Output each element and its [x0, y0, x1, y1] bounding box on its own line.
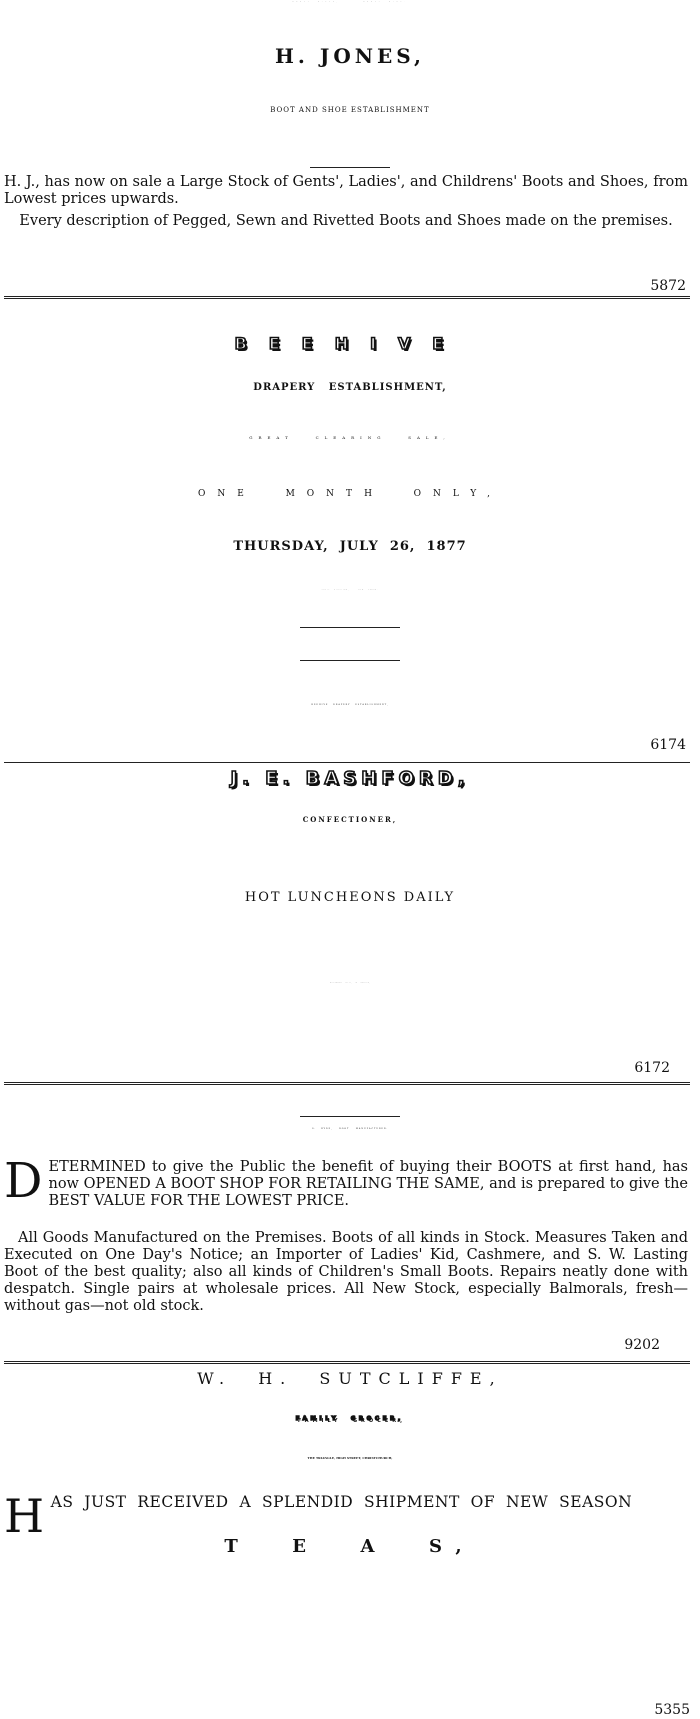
- sutcliffe-address: THE TRIANGLE, HIGH STREET, CHRISTCHURCH,: [307, 1456, 393, 1460]
- hyde-body: All Goods Manufactured on the Premises. Boots of all kinds in Stock. Measures Taken and Executed on One Day's Notice; an Importer of Ladies' Kid, Cashmere, and S. W. Lasting Boot of the best quality; also all kinds of Children's Small Boots. Repairs neatly done with despatch. Single pairs at wholesale prices. All New Stock, especially Balmorals, fresh—without gas—not old stock.: [4, 1230, 688, 1314]
- sutcliffe-teas: T E A S,: [224, 1536, 476, 1557]
- beehive-bargains: GREAT BARGAINS, NEW GOODS.: [321, 590, 379, 591]
- bashford-name: J. E. BASHFORD,: [230, 768, 470, 789]
- hyde-intro: [4, 1153, 688, 1210]
- jones-line-1: H. J., has now on sale a Large Stock of Gents', Ladies', and Childrens' Boots and Shoes, from Lowest prices upwards.: [4, 174, 688, 207]
- sutcliffe-name: W. H. SUTCLIFFE,: [197, 1369, 503, 1388]
- hyde-intro-text: ETERMINED to give the Public the benefit of buying their BOOTS at first hand, has now OPENED A BOOT SHOP FOR RETAILING THE SAME, and is prepared to give the BEST VALUE FOR THE LOWEST PRICE.: [48, 1159, 688, 1209]
- beehive-sale: GREAT CLEARING SALE,: [249, 435, 451, 440]
- bashford-ad-number: 6172: [634, 1060, 670, 1076]
- hyde-name: G. HYDE, BOOT MANUFACTURER.: [311, 1128, 389, 1130]
- hyde-divider: [300, 1116, 400, 1117]
- bashford-trade: CONFECTIONER,: [302, 815, 398, 824]
- sutcliffe-received-text: AS JUST RECEIVED A SPLENDID SHIPMENT OF NEW SEASON: [50, 1493, 633, 1511]
- sutcliffe-received: [4, 1489, 688, 1543]
- beehive-divider-2: [300, 660, 400, 661]
- jones-body: [4, 174, 688, 230]
- bashford-luncheons: HOT LUNCHEONS DAILY: [244, 890, 456, 905]
- jones-line-2: Every description of Pegged, Sewn and Rivetted Boots and Shoes made on the premises.: [19, 213, 673, 229]
- bashford-jelly: CALVESFOOT JELLY, IN BOTTLES,: [330, 983, 370, 984]
- beehive-banner: BEEHIVE: [234, 334, 466, 353]
- divider-3: [4, 1082, 690, 1085]
- beehive-address-name: BEEHIVE DRAPERY ESTABLISHMENT,: [311, 704, 389, 706]
- beehive-divider-1: [300, 627, 400, 628]
- beehive-drapery: DRAPERY ESTABLISHMENT,: [253, 382, 447, 393]
- jones-establishment: BOOT AND SHOE ESTABLISHMENT: [270, 106, 430, 114]
- jones-divider: [310, 167, 390, 168]
- divider-4: [4, 1361, 690, 1364]
- hyde-dropcap: D: [4, 1153, 43, 1209]
- sutcliffe-ad-number: 5355: [654, 1702, 690, 1718]
- hyde-ad-number: 9202: [624, 1337, 660, 1353]
- jones-ad-number: 5872: [650, 278, 686, 294]
- jones-name: H. JONES,: [275, 44, 425, 68]
- beehive-ad-number: 6174: [650, 737, 686, 753]
- jones-top-banner: MONEY SAVED, MONEY MADE.: [292, 2, 408, 3]
- divider-1: [4, 296, 690, 299]
- beehive-month: ONE MONTH ONLY,: [198, 489, 502, 499]
- beehive-date: THURSDAY, JULY 26, 1877: [233, 539, 467, 554]
- sutcliffe-dropcap: H: [4, 1489, 45, 1543]
- sutcliffe-trade: FAMILY GROCER,: [295, 1416, 405, 1422]
- divider-2: [4, 762, 690, 763]
